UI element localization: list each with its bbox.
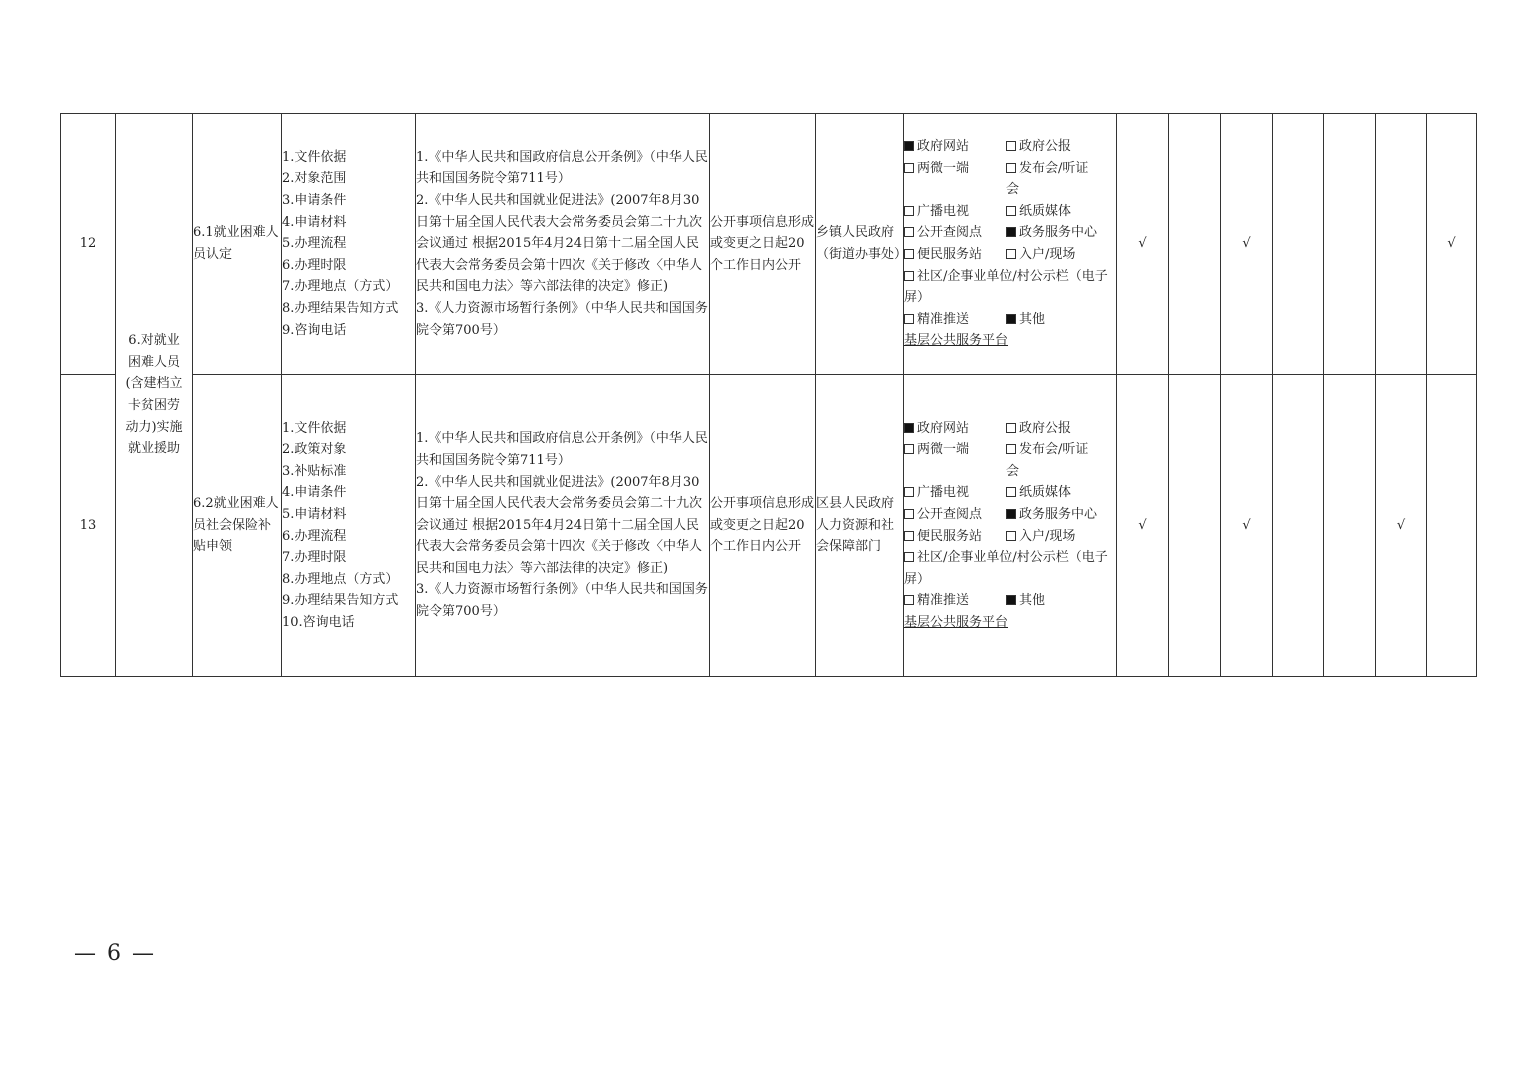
time-text: 公开事项信息形成或变更之日起20个工作日内公开: [710, 214, 815, 273]
checked-box-icon: [1006, 227, 1016, 237]
item-text: 6.2就业困难人员社会保险补贴申领: [193, 496, 279, 555]
check-mark: [1324, 114, 1376, 375]
checked-box-icon: [904, 141, 914, 151]
channel-label: 公开查阅点: [917, 506, 983, 522]
list-item: 1.文件依据: [282, 149, 347, 165]
channel-label: 公开查阅点: [917, 225, 983, 241]
check-mark: √: [1221, 114, 1273, 375]
checked-box-icon: [1006, 595, 1016, 605]
checkbox-icon: [1006, 531, 1016, 541]
checkbox-icon: [904, 249, 914, 259]
check-mark: [1273, 114, 1324, 375]
disclosure-subject: [816, 114, 908, 375]
list-item: 7.办理时限: [282, 550, 347, 566]
disclosure-time: [710, 375, 816, 677]
checkbox-icon: [904, 163, 914, 173]
channel-label: 政府公报: [1019, 420, 1072, 436]
checkbox-icon: [904, 509, 914, 519]
list-item: 3.补贴标准: [282, 463, 347, 479]
list-item: 6.办理时限: [282, 257, 347, 273]
list-item: 3.申请条件: [282, 193, 347, 209]
checkbox-icon: [904, 271, 914, 281]
check-mark: [1169, 375, 1221, 677]
channel-label: 政府网站: [917, 139, 970, 155]
list-item: 2.对象范围: [282, 171, 347, 187]
checkbox-icon: [1006, 206, 1016, 216]
disclosure-channels: [904, 114, 1117, 375]
table-row: [61, 375, 1477, 677]
channel-label: 入户/现场: [1019, 528, 1076, 544]
legal-basis: [416, 375, 710, 677]
channel-label: 政府公报: [1019, 139, 1072, 155]
disclosure-table: [60, 113, 1477, 677]
checkbox-icon: [1006, 163, 1016, 173]
row-number: 13: [61, 375, 116, 677]
checkbox-icon: [904, 444, 914, 454]
list-item: 3.《人力资源市场暂行条例》（中华人民共和国国务院令第700号）: [416, 300, 708, 338]
disclosure-channels: [904, 375, 1117, 677]
list-item: 5.办理流程: [282, 236, 347, 252]
checkbox-icon: [904, 552, 914, 562]
channel-label: 其他: [1019, 593, 1046, 609]
checkbox-icon: [904, 227, 914, 237]
list-item: 9.咨询电话: [282, 322, 347, 338]
list-item: 8.办理结果告知方式: [282, 300, 399, 316]
item-name: [193, 114, 282, 375]
channel-label: 社区/企事业单位/村公示栏（电子屏）: [904, 268, 1108, 306]
list-item: 3.《人力资源市场暂行条例》（中华人民共和国国务院令第700号）: [416, 582, 708, 620]
time-text: 公开事项信息形成或变更之日起20个工作日内公开: [710, 496, 815, 555]
list-item: 4.申请条件: [282, 485, 347, 501]
page-number: — 6 —: [74, 941, 156, 966]
checkbox-icon: [904, 531, 914, 541]
item-name: [193, 375, 282, 677]
checkbox-icon: [1006, 444, 1016, 454]
channel-label: 广播电视: [917, 485, 970, 501]
checked-box-icon: [904, 423, 914, 433]
list-item: 10.咨询电话: [282, 614, 355, 630]
list-item: 2.《中华人民共和国就业促进法》(2007年8月30日第十届全国人民代表大会常务委员会第二十九次会议通过 根据2015年4月24日第十二届全国人民代表大会常务委员会第十四次《关于修改〈中华人民共和国电力法〉等六部法律的决定》修正): [416, 474, 703, 576]
list-item: 8.办理地点（方式）: [282, 571, 399, 587]
row-number: 12: [61, 114, 116, 375]
list-item: 7.办理地点（方式）: [282, 279, 399, 295]
channel-label: 发布会/听证会: [1006, 160, 1089, 198]
channel-label: 纸质媒体: [1019, 203, 1072, 219]
checkbox-icon: [1006, 423, 1016, 433]
check-mark: √: [1427, 114, 1477, 375]
channel-label: 便民服务站: [917, 528, 983, 544]
list-item: 2.《中华人民共和国就业促进法》(2007年8月30日第十届全国人民代表大会常务委员会第二十九次会议通过 根据2015年4月24日第十二届全国人民代表大会常务委员会第十四次《关于修改〈中华人民共和国电力法〉等六部法律的决定》修正): [416, 193, 703, 295]
checkbox-icon: [904, 206, 914, 216]
check-mark: √: [1117, 375, 1169, 677]
checkbox-icon: [904, 595, 914, 605]
channel-label: 精准推送: [917, 593, 970, 609]
legal-basis: [416, 114, 710, 375]
check-mark: √: [1376, 375, 1427, 677]
channel-label: 其他: [1019, 311, 1046, 327]
category-text: 6.对就业困难人员(含建档立卡贫困劳动力)实施就业援助: [125, 333, 183, 457]
table-row: [61, 114, 1477, 375]
checkbox-icon: [1006, 141, 1016, 151]
channel-label: 精准推送: [917, 311, 970, 327]
other-channel-value: 基层公共服务平台: [904, 333, 1009, 349]
list-item: 9.办理结果告知方式: [282, 593, 399, 609]
list-item: 1.文件依据: [282, 420, 347, 436]
channel-label: 政务服务中心: [1019, 506, 1098, 522]
check-mark: [1273, 375, 1324, 677]
check-mark: [1324, 375, 1376, 677]
channel-label: 纸质媒体: [1019, 485, 1072, 501]
checkbox-icon: [1006, 487, 1016, 497]
check-mark: √: [1117, 114, 1169, 375]
subject-text: 区县人民政府人力资源和社会保障部门: [816, 496, 895, 555]
list-item: 6.办理流程: [282, 528, 347, 544]
list-item: 1.《中华人民共和国政府信息公开条例》（中华人民共和国国务院令第711号）: [416, 149, 708, 187]
checkbox-icon: [1006, 249, 1016, 259]
other-channel-value: 基层公共服务平台: [904, 614, 1009, 630]
disclosure-subject: [816, 375, 904, 677]
channel-label: 两微一端: [917, 160, 970, 176]
disclosure-time: [710, 114, 816, 375]
checked-box-icon: [1006, 509, 1016, 519]
check-mark: [1376, 114, 1427, 375]
list-item: 4.申请材料: [282, 214, 347, 230]
channel-label: 政务服务中心: [1019, 225, 1098, 241]
content-list: [282, 375, 416, 677]
category-cell: [116, 114, 193, 677]
content-list: [282, 114, 416, 375]
checkbox-icon: [904, 487, 914, 497]
channel-label: 便民服务站: [917, 247, 983, 262]
checkbox-icon: [904, 314, 914, 324]
check-mark: [1427, 375, 1477, 677]
channel-label: 两微一端: [917, 442, 970, 458]
channel-label: 政府网站: [917, 420, 970, 436]
channel-label: 社区/企事业单位/村公示栏（电子屏）: [904, 550, 1108, 587]
item-text: 6.1就业困难人员认定: [193, 225, 279, 262]
list-item: 5.申请材料: [282, 506, 347, 522]
channel-label: 发布会/听证会: [1006, 442, 1089, 479]
subject-text: 乡镇人民政府（街道办事处）: [816, 225, 908, 262]
list-item: 1.《中华人民共和国政府信息公开条例》（中华人民共和国国务院令第711号）: [416, 431, 708, 468]
check-mark: √: [1221, 375, 1273, 677]
list-item: 2.政策对象: [282, 442, 347, 458]
check-mark: [1169, 114, 1221, 375]
checked-box-icon: [1006, 314, 1016, 324]
channel-label: 入户/现场: [1019, 247, 1076, 262]
channel-label: 广播电视: [917, 203, 970, 219]
